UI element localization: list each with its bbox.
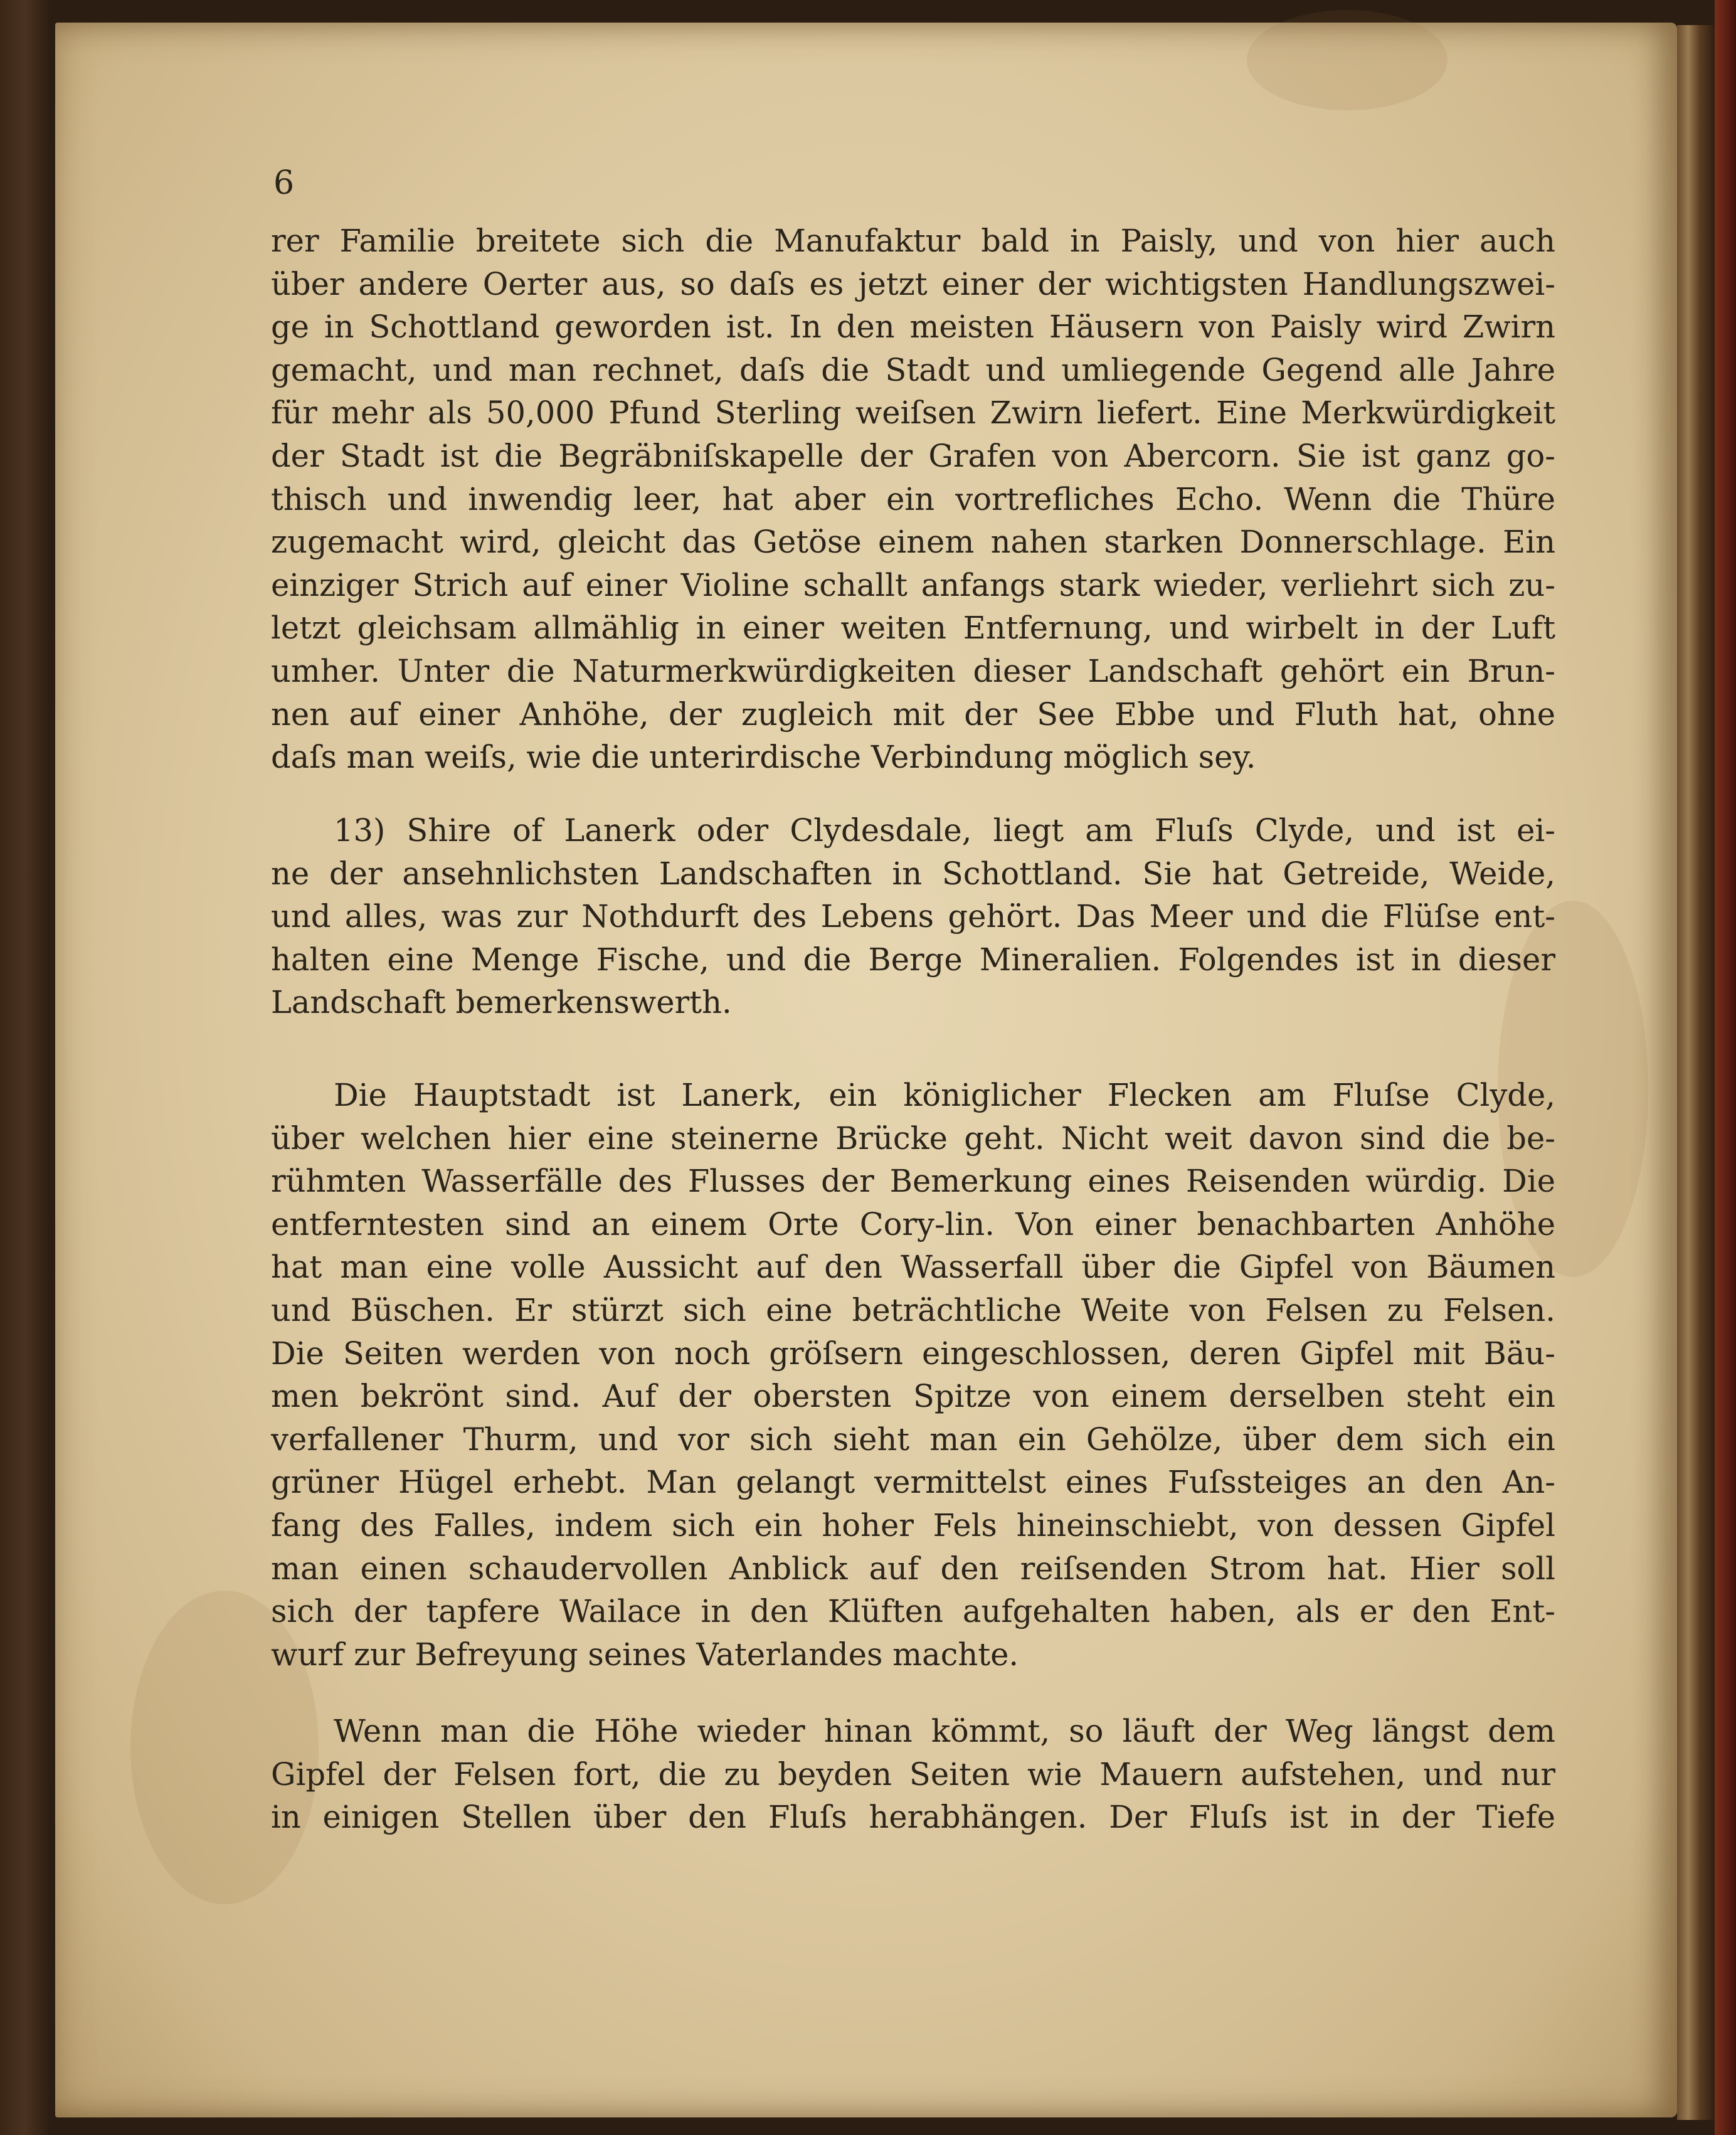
text-line: wurf zur Befreyung seines Vaterlandes machte. [271, 1636, 1019, 1673]
text-line: sich der tapfere Wailace in den Klüften aufgehalten haben, als er den Ent- [271, 1593, 1555, 1630]
text-line: umher. Unter die Naturmerkwürdigkeiten dieser Landschaft gehört ein Brun- [271, 652, 1555, 689]
text-line: und alles, was zur Nothdurft des Lebens gehört. Das Meer und die Flüſse ent- [271, 898, 1555, 935]
text-line: entferntesten sind an einem Orte Cory-lin. Von einer benachbarten Anhöhe [271, 1205, 1555, 1242]
text-line: men bekrönt sind. Auf der obersten Spitze von einem derselben steht ein [271, 1378, 1555, 1415]
text-line: über welchen hier eine steinerne Brücke geht. Nicht weit davon sind die be- [271, 1120, 1555, 1157]
text-line: über andere Oerter aus, so daſs es jetzt einer der wichtigsten Handlungszwei- [271, 265, 1555, 302]
text-line: Landschaft bemerkenswerth. [271, 984, 732, 1021]
text-line: fang des Falles, indem sich ein hoher Fels hineinschiebt, von dessen Gipfel [271, 1507, 1555, 1544]
text-line: und Büschen. Er stürzt sich eine beträchtliche Weite von Felsen zu Felsen. [271, 1291, 1555, 1328]
text-line: Wenn man die Höhe wieder hinan kömmt, so läuft der Weg längst dem [334, 1713, 1555, 1749]
text-line: ge in Schottland geworden ist. In den meisten Häusern von Paisly wird Zwirn [271, 309, 1555, 346]
page-number: 6 [273, 164, 295, 202]
paper-stain [1247, 10, 1448, 110]
text-line: rer Familie breitete sich die Manufaktur bald in Paisly, und von hier auch [271, 223, 1555, 259]
text-line: halten eine Menge Fische, und die Berge Mineralien. Folgendes ist in dieser [271, 941, 1555, 978]
text-line: rühmten Wasserfälle des Flusses der Bemerkung eines Reisenden würdig. Die [271, 1163, 1555, 1200]
text-line: grüner Hügel erhebt. Man gelangt vermittelst eines Fuſssteiges an den An- [271, 1464, 1555, 1501]
text-line: gemacht, und man rechnet, daſs die Stadt und umliegende Gegend alle Jahre [271, 351, 1555, 388]
paragraph-3 [271, 1074, 1555, 1676]
text-line: letzt gleichsam allmählig in einer weiten Entfernung, und wirbelt in der Luft [271, 610, 1555, 647]
text-line: der Stadt ist die Begräbniſskapelle der Grafen von Abercorn. Sie ist ganz go- [271, 437, 1555, 474]
text-line: Die Hauptstadt ist Lanerk, ein königlicher Flecken am Fluſse Clyde, [334, 1077, 1555, 1113]
book-cover-edge [1715, 0, 1736, 2135]
text-line: man einen schaudervollen Anblick auf den reiſsenden Strom hat. Hier soll [271, 1550, 1555, 1587]
text-line: thisch und inwendig leer, hat aber ein vortrefliches Echo. Wenn die Thüre [271, 480, 1555, 517]
text-line: einziger Strich auf einer Violine schallt anfangs stark wieder, verliehrt sich zu- [271, 566, 1555, 603]
paragraph-1 [271, 220, 1555, 779]
text-line: für mehr als 50,000 Pfund Sterling weiſsen Zwirn liefert. Eine Merkwürdigkeit [271, 395, 1555, 432]
text-line: daſs man weiſs, wie die unterirdische Verbindung möglich sey. [271, 739, 1256, 776]
text-line: hat man eine volle Aussicht auf den Wasserfall über die Gipfel von Bäumen [271, 1249, 1555, 1286]
page-edge [1677, 25, 1715, 2120]
text-line: verfallener Thurm, und vor sich sieht man ein Gehölze, über dem sich ein [271, 1421, 1555, 1458]
text-line: in einigen Stellen über den Fluſs herabhängen. Der Fluſs ist in der Tiefe [271, 1799, 1555, 1836]
text-line: zugemacht wird, gleicht das Getöse einem nahen starken Donnerschlage. Ein [271, 524, 1555, 561]
text-line: 13) Shire of Lanerk oder Clydesdale, liegt am Fluſs Clyde, und ist ei- [334, 812, 1555, 849]
paragraph-2 [271, 809, 1555, 1024]
text-line: Gipfel der Felsen fort, die zu beyden Seiten wie Mauern aufstehen, und nur [271, 1756, 1555, 1793]
text-line: ne der ansehnlichsten Landschaften in Schottland. Sie hat Getreide, Weide, [271, 855, 1555, 892]
text-line: Die Seiten werden von noch gröſsern eingeschlossen, deren Gipfel mit Bäu- [271, 1335, 1555, 1372]
paragraph-4 [271, 1710, 1555, 1839]
text-line: nen auf einer Anhöhe, der zugleich mit der See Ebbe und Fluth hat, ohne [271, 696, 1555, 733]
